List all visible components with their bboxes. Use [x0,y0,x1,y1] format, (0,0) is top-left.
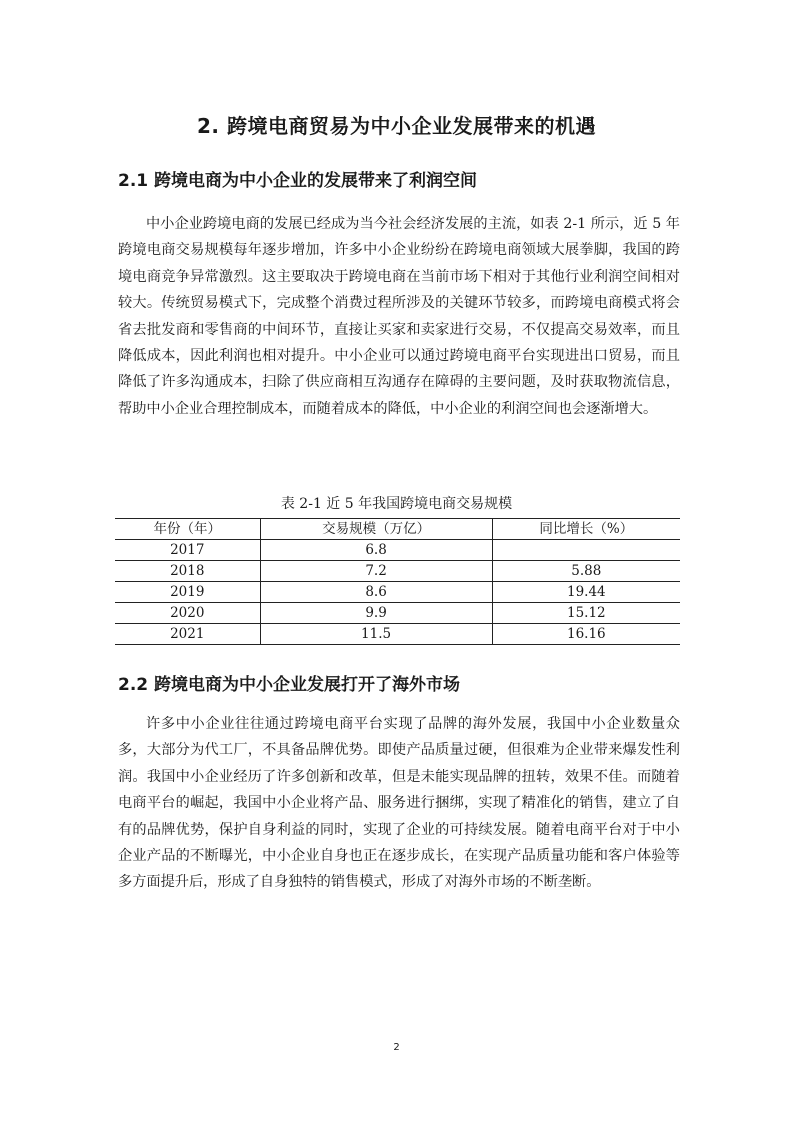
section-2-title: 2.2 跨境电商为中小企业发展打开了海外市场 [118,675,461,695]
cell-year: 2018 [115,561,260,582]
cell-year: 2017 [115,540,260,561]
table-row [115,624,680,645]
cell-year: 2020 [115,603,260,624]
cell-scale: 6.8 [260,540,492,561]
table-header-row [115,519,680,540]
chapter-heading: 2. 跨境电商贸易为中小企业发展带来的机遇 [197,114,596,138]
table-row [115,540,680,561]
table-row [115,561,680,582]
cell-year: 2021 [115,624,260,645]
table-row [115,603,680,624]
table-row [115,582,680,603]
cell-growth: 15.12 [492,603,680,624]
table-caption: 表 2-1 近 5 年我国跨境电商交易规模 [280,496,513,512]
header-scale: 交易规模（万亿） [260,519,492,540]
section-1-paragraph: 中小企业跨境电商的发展已经成为当今社会经济发展的主流，如表 2-1 所示，近 5 年跨境电商交易规模每年逐步增加，许多中小企业纷纷在跨境电商领域大展拳脚，我国的跨境电商竞争异常激烈。这主要取决于跨境电商在当前市场下相对于其他行业利润空间相对较大。传统贸易模式下，完成整个消费过程所涉及的关键环节较多，而跨境电商模式将会省去批发商和零售商的中间环节，直接让买家和卖家进行交易，不仅提高交易效率，而且降低成本，因此利润也相对提升。中小企业可以通过跨境电商平台实现进出口贸易，而且降低了许多沟通成本，扫除了供应商相互沟通存在障碍的主要问题，及时获取物流信息，帮助中小企业合理控制成本，而随着成本的降低，中小企业的利润空间也会逐渐增大。 [118,216,680,417]
page-number: 2 [393,1042,400,1053]
cell-growth: 19.44 [492,582,680,603]
header-year: 年份（年） [115,519,260,540]
cell-scale: 11.5 [260,624,492,645]
cell-year: 2019 [115,582,260,603]
cell-scale: 7.2 [260,561,492,582]
header-growth: 同比增长（%） [492,519,680,540]
trade-scale-table [115,518,680,645]
section-2-paragraph: 许多中小企业往往通过跨境电商平台实现了品牌的海外发展，我国中小企业数量众多，大部分为代工厂，不具备品牌优势。即使产品质量过硬，但很难为企业带来爆发性利润。我国中小企业经历了许多创新和改革，但是未能实现品牌的扭转，效果不佳。而随着电商平台的崛起，我国中小企业将产品、服务进行捆绑，实现了精准化的销售，建立了自有的品牌优势，保护自身利益的同时，实现了企业的可持续发展。随着电商平台对于中小企业产品的不断曝光，中小企业自身也正在逐步成长，在实现产品质量功能和客户体验等多方面提升后，形成了自身独特的销售模式，形成了对海外市场的不断垄断。 [118,716,680,891]
cell-growth: 16.16 [492,624,680,645]
cell-scale: 9.9 [260,603,492,624]
cell-scale: 8.6 [260,582,492,603]
cell-growth [492,540,680,561]
section-1-title: 2.1 跨境电商为中小企业的发展带来了利润空间 [118,171,478,191]
cell-growth: 5.88 [492,561,680,582]
